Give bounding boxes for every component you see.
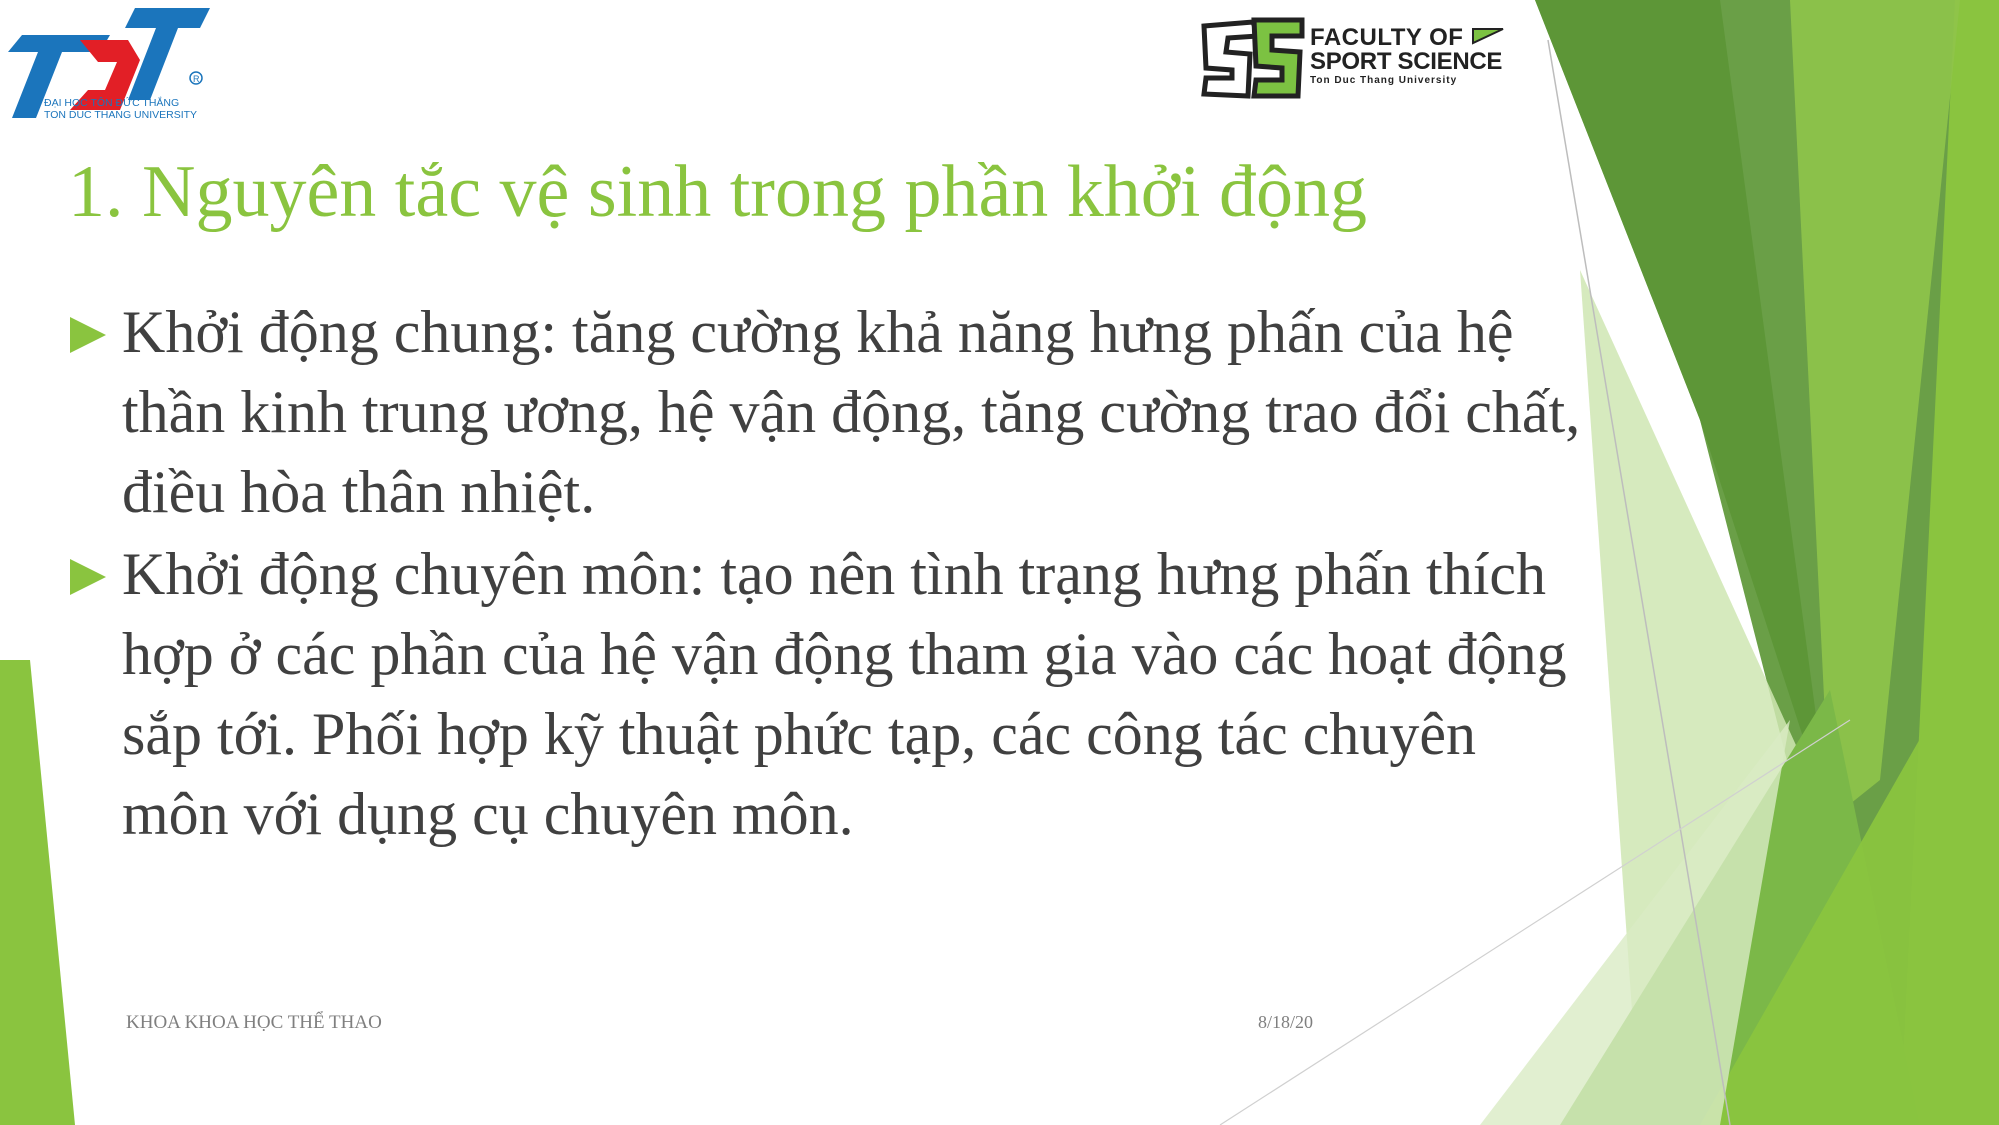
fss-logo-line1: FACULTY OF bbox=[1310, 26, 1505, 50]
tdt-logo-line1: ĐẠI HỌC TÔN ĐỨC THẮNG bbox=[44, 97, 180, 109]
slide-title: 1. Nguyên tắc vệ sinh trong phần khởi động bbox=[68, 151, 1367, 233]
bullet-text: Khởi động chung: tăng cường khả năng hưng phấn của hệ thần kinh trung ương, hệ vận động, tăng cường trao đổi chất, điều hòa thân nhiệt. bbox=[122, 299, 1581, 525]
footer-label: KHOA KHOA HỌC THỂ THAO bbox=[126, 1012, 382, 1033]
bullet-text: Khởi động chuyên môn: tạo nên tình trạng hưng phấn thích hợp ở các phần của hệ vận động tham gia vào các hoạt động sắp tới. Phối hợp kỹ thuật phức tạp, các công tác chuyên môn với dụng cụ chuyên môn. bbox=[122, 541, 1567, 847]
bullet-arrow-icon bbox=[68, 557, 108, 597]
fss-logo-line3: Ton Duc Thang University bbox=[1310, 75, 1458, 86]
bullet-item bbox=[68, 292, 1588, 532]
ss-badge-icon bbox=[1198, 12, 1308, 102]
tdt-logo-text bbox=[44, 97, 197, 121]
svg-text:R: R bbox=[193, 74, 200, 84]
footer-date: 8/18/20 bbox=[1258, 1012, 1314, 1032]
bullet-arrow-icon bbox=[68, 315, 108, 355]
bullet-item bbox=[68, 534, 1588, 854]
fss-logo-line2: SPORT SCIENCE bbox=[1310, 48, 1503, 75]
flag-icon bbox=[1471, 27, 1505, 45]
fss-logo-text bbox=[1310, 26, 1505, 88]
tdt-logo-line2: TON DUC THANG UNIVERSITY bbox=[44, 109, 198, 121]
faculty-sport-science-logo bbox=[1198, 12, 1518, 104]
slide-content bbox=[68, 292, 1588, 856]
